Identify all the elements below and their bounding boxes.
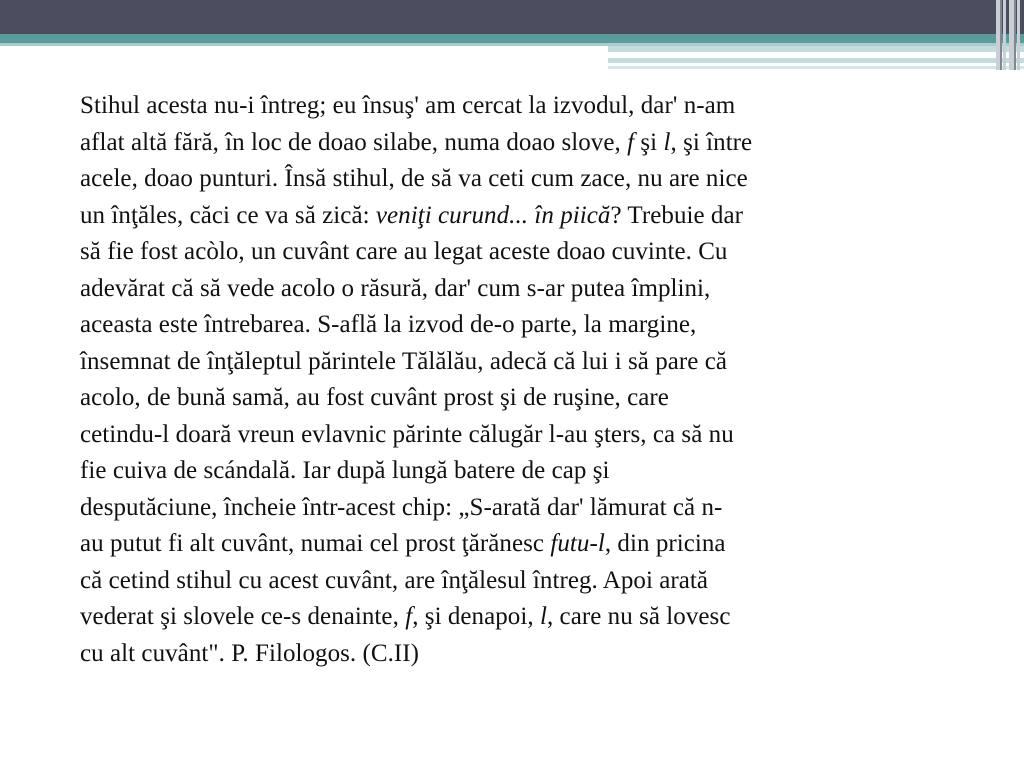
text-line	[80, 526, 992, 563]
header-accent-bar	[608, 58, 1024, 63]
text-line: aceasta este întrebarea. S-află la izvod de-o parte, la margine,	[80, 311, 697, 338]
text-line: cetindu-l doară vreun evlavnic părinte călugăr l-au şters, ca să nu	[80, 420, 734, 448]
text-line	[80, 599, 992, 636]
italic-text: f	[405, 603, 413, 630]
text-span: ? Trebuie dar	[610, 201, 744, 229]
text-line: cu alt cuvânt". P. Filologos. (C.II)	[80, 639, 420, 667]
text-line: acele, doao punturi. Însă stihul, de să va ceti cum zace, nu are nice	[80, 165, 748, 192]
corner-stripe	[1000, 0, 1002, 70]
corner-stripe	[1017, 0, 1020, 70]
text-line: Stihul acesta nu-i întreg; eu însuş' am cercat la izvodul, dar' n-am	[80, 92, 736, 119]
text-line: că cetind stihul cu acest cuvânt, are înţălesul întreg. Apoi arată	[80, 566, 709, 594]
text-span: şi	[634, 128, 664, 156]
text-span: , din pricina	[604, 530, 726, 557]
italic-text: veniţi curund... în piică	[375, 201, 611, 229]
text-span: vederat şi slovele ce-s denainte,	[80, 603, 406, 630]
corner-stripe	[1014, 0, 1016, 70]
text-span: un înţăles, căci ce va să zică:	[80, 201, 376, 229]
body-text	[80, 88, 992, 672]
text-span: aflat altă fără, în loc de doao silabe, numa doao slove,	[80, 128, 628, 156]
header-accent-bar	[608, 66, 1024, 69]
text-span: au putut fi alt cuvânt, numai cel prost ţărănesc	[80, 530, 551, 557]
italic-text: f	[627, 128, 635, 156]
text-line: acolo, de bună samă, au fost cuvânt prost şi de ruşine, care	[80, 384, 669, 411]
text-line: să fie fost acòlo, un cuvânt care au legat aceste doao cuvinte. Cu	[80, 238, 728, 265]
italic-text: futu-l	[550, 530, 605, 557]
text-line	[80, 125, 992, 162]
corner-stripe	[1003, 0, 1006, 70]
text-span: , şi denapoi,	[412, 603, 540, 630]
header-dark-band	[0, 0, 1024, 34]
text-line: însemnat de înţăleptul părintele Tălălău, adecă că lui i să pare că	[80, 347, 728, 375]
text-line: adevărat că să vede acolo o răsură, dar' cum s-ar putea împlini,	[80, 274, 711, 302]
text-line: fie cuiva de scándală. Iar după lungă batere de cap şi	[80, 457, 610, 484]
text-span: , care nu să lovesc	[546, 603, 731, 630]
header-accent-bar	[608, 46, 1024, 52]
header-teal-band	[0, 34, 1024, 43]
text-line	[80, 198, 992, 235]
text-span: , şi între	[670, 128, 753, 156]
text-line: desputăciune, încheie într-acest chip: „S-arată dar' lămurat că n-	[80, 493, 723, 521]
italic-text: l	[539, 603, 547, 630]
italic-text: l	[663, 128, 671, 156]
